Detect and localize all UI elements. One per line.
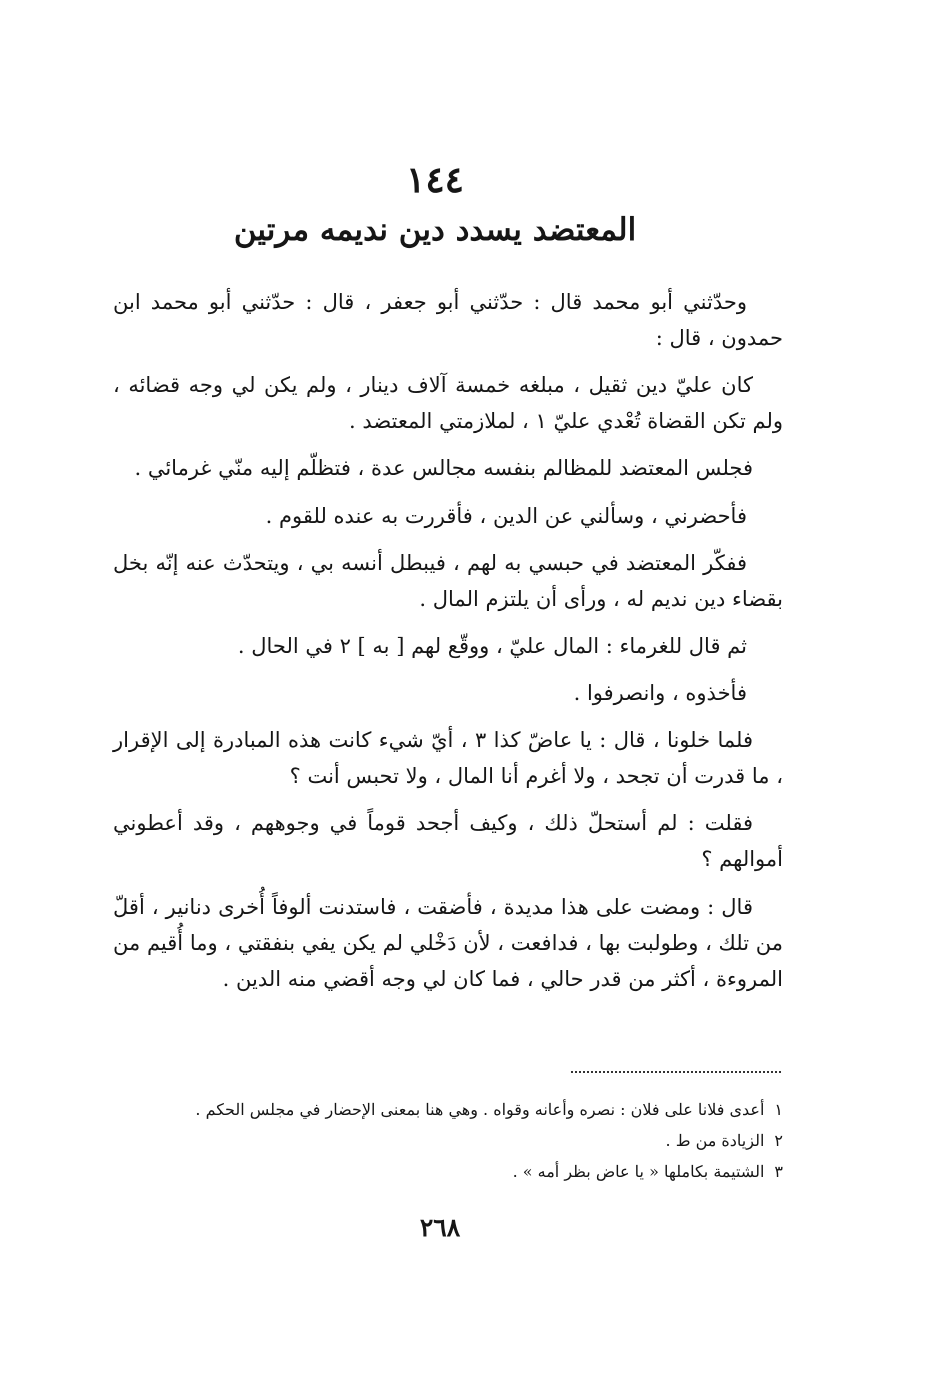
footnote-text: الزيادة من ط . — [665, 1131, 765, 1151]
footnote-number: ٣ — [774, 1162, 783, 1182]
footnote — [113, 1156, 783, 1187]
footnote-divider — [571, 1071, 781, 1073]
footnotes — [113, 1094, 783, 1188]
footnote — [113, 1094, 783, 1125]
paragraph: قال : ومضت على هذا مديدة ، فأضقت ، فاستدنت ألوفاً أُخرى دنانير ، أقلّ من تلك ، وطولبت بها ، فدافعت ، لأن دَخْلي لم يكن يفي بنفقتي ، وما أُقيم من المروءة ، أكثر من قدر حالي ، فما كان لي وجه أقضي منه الدين . — [113, 894, 783, 991]
paragraph: كان عليّ دين ثقيل ، مبلغه خمسة آلاف دينار ، ولم يكن لي وجه قضائه ، ولم تكن القضاة تُعْدي عليّ ١ ، لملازمتي المعتضد . — [113, 373, 783, 434]
footnote — [113, 1125, 783, 1156]
paragraph: فلما خلونا ، قال : يا عاضّ كذا ٣ ، أيّ شيء كانت هذه المبادرة إلى الإقرار ، ما قدرت أن تجحد ، ولا أغرم أنا المال ، ولا تحبس أنت ؟ — [113, 728, 783, 789]
footnote-text: أعدى فلانا على فلان : نصره وأعانه وقواه . وهي هنا بمعنى الإحضار في مجلس الحكم . — [195, 1100, 765, 1119]
paragraph: فأخذوه ، وانصرفوا . — [573, 680, 747, 705]
body-text — [113, 284, 783, 1008]
paragraph: فأحضرني ، وسألني عن الدين ، فأقررت به عنده للقوم . — [265, 503, 747, 528]
chapter-number: ١٤٤ — [405, 159, 464, 201]
paragraph: ففكّر المعتضد في حبسي به لهم ، فيبطل أنسه بي ، ويتحدّث عنه إنّه بخل بقضاء دين نديم له ، ورأى أن يلتزم المال . — [113, 550, 783, 611]
footnote-text: الشتيمة بكاملها « يا عاض بظر أمه » . — [512, 1162, 765, 1182]
page-number: ٢٦٨ — [419, 1213, 461, 1242]
chapter-title: المعتضد يسدد دين نديمه مرتين — [233, 212, 637, 248]
paragraph-isnad: وحدّثني أبو محمد قال : حدّثني أبو جعفر ، قال : حدّثني أبو محمد ابن حمدون ، قال : — [113, 290, 783, 351]
paragraph: فقلت : لم أستحلّ ذلك ، وكيف أجحد قوماً في وجوههم ، وقد أعطوني أموالهم ؟ — [113, 811, 783, 872]
paragraph: فجلس المعتضد للمظالم بنفسه مجالس عدة ، فتظلّم إليه منّي غرمائي . — [134, 456, 753, 481]
footnote-number: ١ — [774, 1100, 783, 1119]
paragraph: ثم قال للغرماء : المال عليّ ، ووقّع لهم [ به ] ٢ في الحال . — [237, 633, 747, 658]
footnote-number: ٢ — [774, 1131, 783, 1151]
